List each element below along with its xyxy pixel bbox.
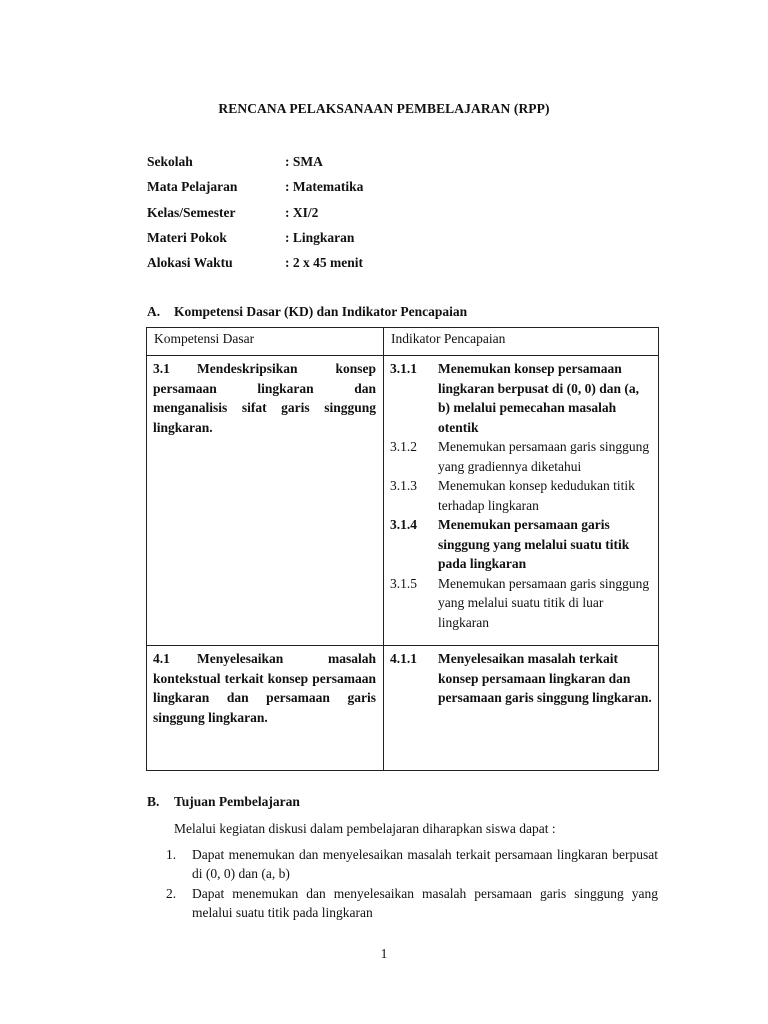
indicator-item (384, 515, 658, 574)
indicator-number: 3.1.4 (390, 517, 417, 532)
indicator-text: Menemukan persamaan garis singgung yang melalui suatu titik pada lingkaran (438, 517, 630, 571)
section-title: Tujuan Pembelajaran (174, 794, 300, 809)
list-number: 2. (166, 886, 177, 901)
kd-description: Mendeskripsikan konsep persamaan lingkaran dan menganalisis sifat garis singgung lingkaran. (153, 361, 376, 435)
kd-text (147, 646, 383, 727)
info-row-sekolah (147, 153, 363, 178)
indicator-text: Menemukan konsep kedudukan titik terhadap lingkaran (438, 478, 635, 513)
objectives-list (166, 845, 658, 923)
info-label: Sekolah (147, 154, 193, 169)
indicator-number: 3.1.5 (390, 575, 417, 591)
indicator-number: 3.1.2 (390, 439, 417, 454)
indicator-text: Menemukan konsep persamaan lingkaran berpusat di (0, 0) dan (a, b) melalui pemecahan masalah otentik (438, 361, 640, 435)
list-number: 1. (166, 847, 177, 862)
kd-text (147, 356, 383, 437)
indicator-number: 4.1.1 (390, 651, 417, 666)
info-block (147, 153, 363, 279)
info-value: : XI/2 (285, 204, 319, 220)
info-value: : Matematika (285, 179, 364, 195)
section-letter: B. (147, 794, 160, 809)
indicator-cell (384, 646, 659, 771)
indicator-text: Menyelesaikan masalah terkait konsep persamaan lingkaran dan persamaan garis singgung lingkaran. (438, 651, 652, 705)
table-row (147, 646, 659, 771)
indicator-item (384, 574, 658, 633)
indicator-text: Menemukan persamaan garis singgung yang melalui suatu titik di luar lingkaran (438, 575, 650, 630)
kd-number: 4.1 (153, 651, 170, 666)
info-row-alokasi-waktu (147, 254, 363, 279)
info-row-kelas-semester (147, 204, 363, 229)
info-row-materi-pokok (147, 229, 363, 254)
kd-indicator-table (146, 327, 659, 771)
info-label: Mata Pelajaran (147, 179, 238, 195)
list-item (166, 884, 658, 922)
section-b-heading (147, 794, 300, 810)
table-row (147, 356, 659, 646)
table-header-row (147, 328, 659, 356)
list-text: Dapat menemukan dan menyelesaikan masalah terkait persamaan lingkaran berpusat di (0, 0) dan (a, b) (192, 847, 658, 881)
section-letter: A. (147, 304, 161, 319)
info-value: : Lingkaran (285, 229, 355, 245)
page-number: 1 (380, 946, 388, 961)
indicator-text: Menemukan persamaan garis singgung yang gradiennya diketahui (438, 439, 650, 474)
indicator-item (384, 437, 658, 476)
list-item (166, 845, 658, 883)
section-b-intro: Melalui kegiatan diskusi dalam pembelajaran diharapkan siswa dapat : (174, 821, 556, 836)
indicator-number: 3.1.1 (390, 361, 417, 376)
info-label: Kelas/Semester (147, 204, 236, 220)
info-label: Materi Pokok (147, 229, 227, 245)
header-indikator-pencapaian: Indikator Pencapaian (384, 328, 659, 356)
kd-number: 3.1 (153, 361, 170, 376)
section-title: Kompetensi Dasar (KD) dan Indikator Pencapaian (174, 304, 468, 319)
header-kompetensi-dasar: Kompetensi Dasar (147, 328, 384, 356)
info-row-mata-pelajaran (147, 178, 363, 203)
indicator-item (384, 649, 658, 708)
indicator-item (384, 359, 658, 437)
info-value: : 2 x 45 menit (285, 255, 363, 271)
indicator-cell (384, 356, 659, 646)
indicator-item (384, 476, 658, 515)
info-value: : SMA (285, 154, 323, 169)
kd-cell (147, 356, 384, 646)
section-a-heading (147, 304, 467, 320)
indicator-number: 3.1.3 (390, 478, 417, 493)
list-text: Dapat menemukan dan menyelesaikan masalah persamaan garis singgung yang melalui suatu titik pada lingkaran (192, 886, 658, 920)
kd-description: Menyelesaikan masalah kontekstual terkait konsep persamaan lingkaran dan persamaan garis singgung lingkaran. (153, 651, 376, 725)
document-title: RENCANA PELAKSANAAN PEMBELAJARAN (RPP) (218, 101, 550, 116)
info-label: Alokasi Waktu (147, 255, 233, 271)
kd-cell (147, 646, 384, 771)
